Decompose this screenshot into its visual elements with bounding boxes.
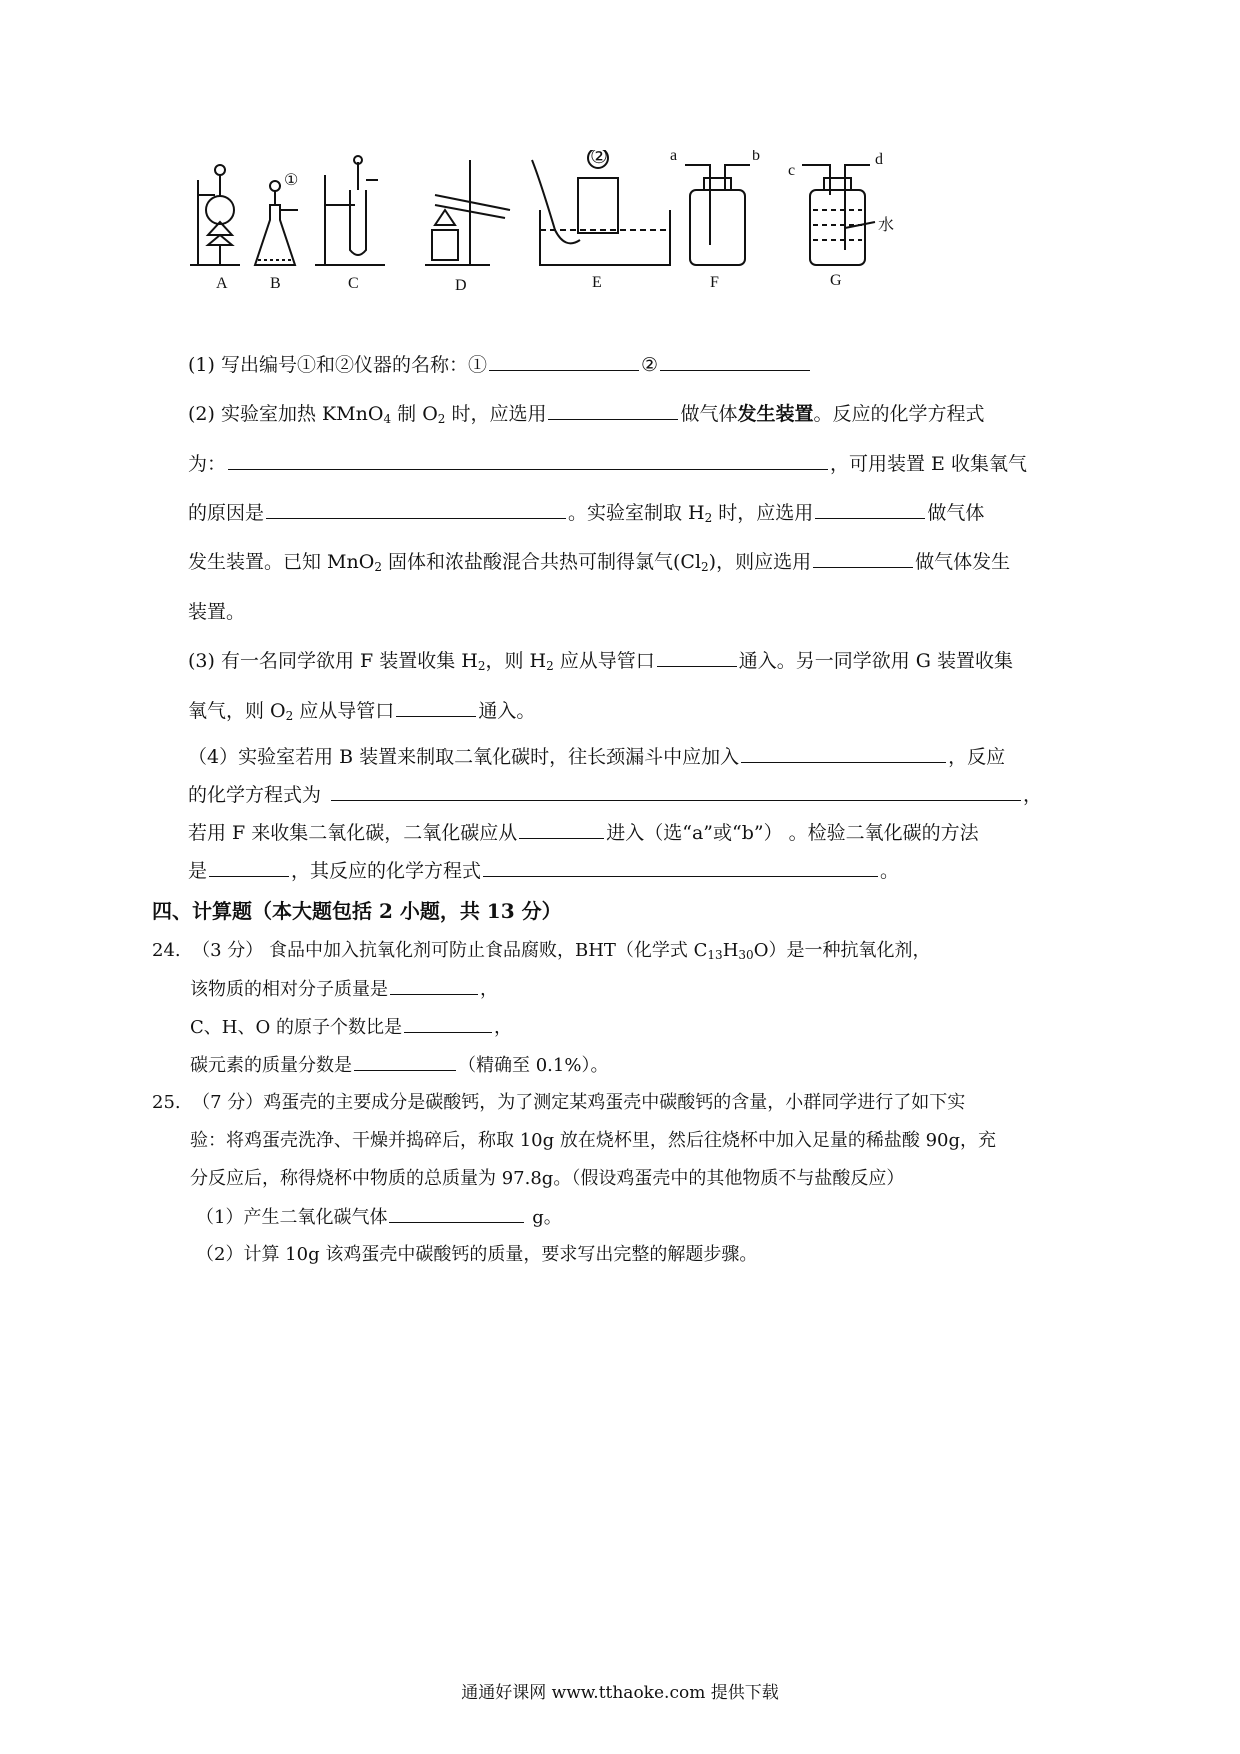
apparatus-a-icon bbox=[190, 165, 240, 265]
apparatus-b-icon bbox=[255, 181, 298, 265]
label-b: B bbox=[270, 275, 281, 292]
mark-2: ② bbox=[590, 150, 608, 168]
label-g: G bbox=[830, 272, 842, 289]
q4-line-4: 是 ，其反应的化学方程式 。 bbox=[188, 860, 900, 882]
q25-sub-1: （1）产生二氧化碳气体 g。 bbox=[196, 1204, 562, 1231]
port-d: d bbox=[875, 151, 883, 168]
label-f: F bbox=[710, 274, 719, 291]
q3-line-2: 氧气，则 $O_2$ 应从导管口 通入。 bbox=[188, 700, 536, 723]
water-label: 水 bbox=[878, 217, 895, 234]
q2-line-2: 为： ，可用装置 E 收集氧气 bbox=[188, 453, 1027, 475]
q24-line-3: C、H、O 的原子个数比是 ， bbox=[190, 1014, 512, 1041]
q25-line-1: 25. （7 分）鸡蛋壳的主要成分是碳酸钙，为了测定某鸡蛋壳中碳酸钙的含量，小群同学进行了如下实 bbox=[152, 1092, 966, 1113]
q4-line-1: （4）实验室若用 B 装置来制取二氧化碳时，往长颈漏斗中应加入 ，反应 bbox=[188, 746, 1006, 768]
apparatus-f-icon bbox=[685, 165, 750, 265]
mark-1: ① bbox=[284, 172, 299, 189]
q24-line-4: 碳元素的质量分数是 （精确至 0.1%）。 bbox=[190, 1052, 608, 1079]
apparatus-g-icon bbox=[802, 165, 875, 265]
q24-line-1: 24. （3 分） 食品中加入抗氧化剂可防止食品腐败，BHT（化学式 $C_{13}H_{30}O$）是一种抗氧化剂， bbox=[152, 940, 931, 962]
q25-sub-2: （2）计算 10g 该鸡蛋壳中碳酸钙的质量，要求写出完整的解题步骤。 bbox=[196, 1244, 758, 1265]
label-a: A bbox=[216, 275, 228, 292]
apparatus-figure bbox=[180, 150, 1080, 330]
footer-credit: 通通好课网 www.tthaoke.com 提供下载 bbox=[461, 1683, 779, 1703]
q4-line-3: 若用 F 来收集二氧化碳，二氧化碳应从 进入（选“a”或“b”） 。检验二氧化碳的方法 bbox=[188, 822, 979, 844]
label-d: D bbox=[455, 277, 467, 294]
q2-line-1: (2) 实验室加热 KMnO$_4$ 制 $O_2$ 时，应选用 做气体发生装置。反应的化学方程式 bbox=[188, 403, 985, 426]
port-c: c bbox=[788, 162, 796, 179]
q1-line: (1) 写出编号①和②仪器的名称：① ② bbox=[188, 352, 812, 378]
q24-line-2: 该物质的相对分子质量是 ， bbox=[190, 976, 498, 1003]
q25-line-3: 分反应后，称得烧杯中物质的总质量为 97.8g。（假设鸡蛋壳中的其他物质不与盐酸反应） bbox=[190, 1168, 905, 1189]
port-b: b bbox=[752, 150, 760, 164]
q2-line-5: 装置。 bbox=[188, 601, 246, 623]
apparatus-c-icon bbox=[315, 156, 385, 265]
label-c: C bbox=[348, 275, 359, 292]
section-4-heading: 四、计算题（本大题包括 2 小题，共 13 分） bbox=[152, 899, 562, 923]
port-a: a bbox=[670, 150, 678, 164]
q2-line-4: 发生装置。已知 MnO$_2$ 固体和浓盐酸混合共热可制得氯气$(Cl_2)$，则应选用 做气体发生 bbox=[188, 551, 1011, 574]
q3-line-1: (3) 有一名同学欲用 F 装置收集 $H_2$，则 $H_2$ 应从导管口 通入。另一同学欲用 G 装置收集 bbox=[188, 650, 1014, 673]
apparatus-drawing bbox=[180, 150, 1080, 330]
q2-line-3: 的原因是 。实验室制取 $H_2$ 时，应选用 做气体 bbox=[188, 502, 985, 525]
q25-line-2: 验：将鸡蛋壳洗净、干燥并捣碎后，称取 10g 放在烧杯里，然后往烧杯中加入足量的稀盐酸 90g，充 bbox=[190, 1130, 997, 1151]
label-e: E bbox=[592, 274, 602, 291]
apparatus-d-icon bbox=[425, 160, 510, 265]
q4-line-2: 的化学方程式为 ， bbox=[188, 784, 1043, 806]
